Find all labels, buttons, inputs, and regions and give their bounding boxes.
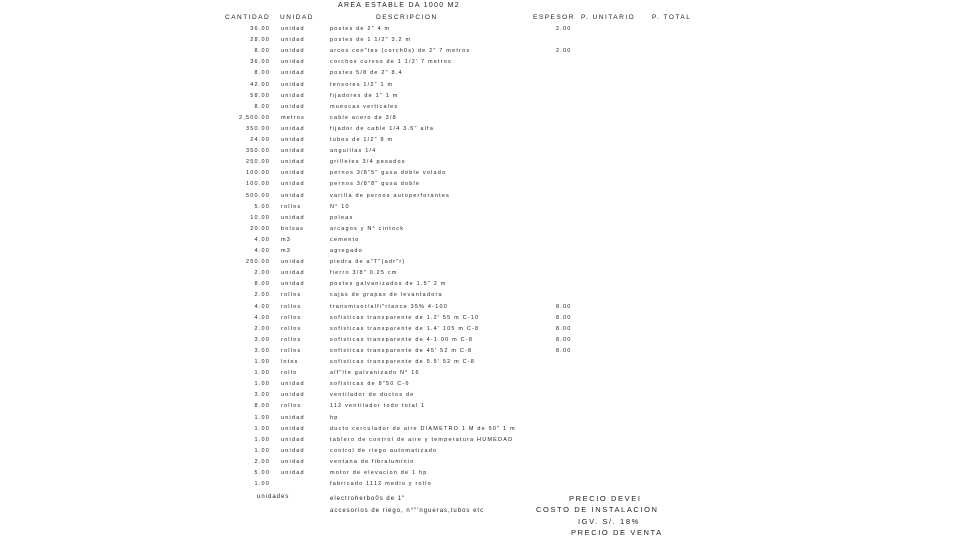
- espesor-cell: 8.00: [556, 303, 572, 310]
- unit-cell: unidad: [281, 81, 305, 88]
- header-espesor: ESPESOR: [533, 14, 575, 21]
- unit-cell: unidad: [281, 26, 305, 32]
- unit-cell: rollos: [281, 203, 302, 210]
- unit-cell: unidad: [281, 159, 305, 166]
- table-row: [0, 426, 960, 437]
- qty-cell: 3.00: [254, 336, 270, 343]
- description-cell: anguillas 1/4: [330, 148, 377, 155]
- qty-cell: 20.00: [250, 225, 270, 232]
- unit-cell: unidad: [281, 181, 305, 188]
- table-row: [0, 448, 960, 459]
- qty-cell: 36.00: [250, 59, 270, 66]
- qty-cell: 2.00: [254, 292, 270, 299]
- espesor-cell: 8.00: [556, 325, 572, 332]
- description-cell: 112 ventilador todo total 1: [330, 403, 426, 410]
- description-cell: fijadores de 1" 1 m: [330, 92, 399, 99]
- espesor-cell: 8.00: [556, 336, 572, 343]
- description-cell: control de riego automatizado: [330, 447, 438, 454]
- qty-cell: 8.00: [254, 103, 270, 110]
- table-row: [0, 37, 960, 48]
- qty-cell: 1.00: [254, 425, 270, 432]
- igv-label: IGV. S/. 18%: [578, 517, 640, 526]
- qty-cell: 8.00: [254, 70, 270, 77]
- table-row: [0, 292, 960, 303]
- qty-cell: 100.00: [245, 181, 270, 188]
- qty-cell: 3.00: [254, 392, 270, 399]
- unit-cell: rollos: [281, 403, 302, 410]
- table-row: [0, 137, 960, 148]
- table-row: [0, 326, 960, 337]
- unit-cell: unidad: [281, 137, 305, 143]
- qty-cell: 100.00: [245, 170, 270, 177]
- qty-cell: 1.00: [254, 436, 270, 443]
- description-cell: corchos curvos de 1 1/2' 7 metros: [330, 59, 452, 66]
- qty-cell: 4.00: [254, 314, 270, 321]
- table-row: [0, 26, 960, 37]
- description-cell: agregado: [330, 248, 363, 254]
- table-row: [0, 237, 960, 248]
- qty-cell: 4.00: [254, 303, 270, 310]
- qty-cell: 4.00: [254, 248, 270, 254]
- espesor-cell: 8.00: [556, 314, 572, 321]
- description-cell: muescas verticales: [330, 103, 399, 110]
- description-cell: alf"lte galvanizado N° 16: [330, 370, 420, 377]
- costo-instalacion-label: COSTO DE INSTALACION: [536, 505, 659, 514]
- description-cell: ventana de fibraluminio: [330, 458, 415, 465]
- qty-cell: 2.00: [254, 458, 270, 465]
- description-cell: tubos de 1/2" 8 m: [330, 137, 394, 143]
- description-cell: piedra de a"T"(adr"r): [330, 259, 406, 266]
- unit-cell: unidad: [281, 447, 305, 454]
- table-row: [0, 481, 960, 492]
- table-row: [0, 226, 960, 237]
- qty-cell: 1.00: [254, 359, 270, 365]
- description-cell: postes 5/8 de 2" 8.4: [330, 70, 403, 77]
- unit-cell: unidad: [281, 270, 305, 277]
- table-row: [0, 148, 960, 159]
- table-row: [0, 403, 960, 414]
- qty-cell: 5.00: [254, 470, 270, 476]
- table-row: [0, 337, 960, 348]
- unit-cell: bolsas: [281, 225, 305, 232]
- table-row: [0, 93, 960, 104]
- page-title: AREA ESTABLE DA 1000 M2: [338, 2, 460, 9]
- description-cell: arcagos y N° cintock: [330, 225, 405, 232]
- table-row: [0, 304, 960, 315]
- espesor-cell: 2.00: [556, 48, 572, 55]
- unit-cell: unidad: [281, 92, 305, 99]
- unit-cell: unidad: [281, 458, 305, 465]
- description-cell: cajas de grapas de levantadora: [330, 292, 443, 299]
- description-cell: motor de elevacion de 1 hp: [330, 470, 428, 476]
- unit-cell: unidad: [281, 70, 305, 77]
- description-cell: sofisticas transparente de 5.5' 52 m C-8: [330, 359, 476, 365]
- qty-cell: 1.00: [254, 381, 270, 388]
- table-row: [0, 181, 960, 192]
- table-row: [0, 315, 960, 326]
- description-cell: sofisticas transparente de 4-1.00 m C-8: [330, 336, 474, 343]
- description-cell: postes de 2" 4 m: [330, 26, 391, 32]
- description-cell: fijador de cable 1/4 3.5" alfa: [330, 125, 434, 132]
- precio-venta-label: PRECIO DE VENTA: [571, 528, 663, 537]
- table-row: [0, 48, 960, 59]
- description-cell: transmisor/alfi"rtance 35% 4-100: [330, 303, 448, 310]
- trailing-unit: unidades: [257, 494, 290, 500]
- description-cell: ducto cerculador de aire DIAMETRO 1 M de 50" 1 m: [330, 425, 516, 432]
- espesor-cell: 8.00: [556, 347, 572, 354]
- unit-cell: m3: [281, 248, 292, 254]
- description-cell: hp: [330, 414, 339, 421]
- table-row: [0, 204, 960, 215]
- qty-cell: 350.00: [245, 125, 270, 132]
- unit-cell: rollos: [281, 336, 302, 343]
- qty-cell: 2.00: [254, 325, 270, 332]
- qty-cell: 1.00: [254, 370, 270, 377]
- qty-cell: 4.00: [254, 236, 270, 243]
- table-row: [0, 270, 960, 281]
- description-cell: pernos 3/8"5" gusa doble volado: [330, 170, 447, 177]
- unit-cell: unidad: [281, 59, 305, 66]
- unit-cell: rollo: [281, 370, 298, 377]
- table-row: [0, 392, 960, 403]
- description-cell: postes galvanizados de 1.5" 2 m: [330, 281, 447, 288]
- unit-cell: unidad: [281, 103, 305, 110]
- unit-cell: rollos: [281, 314, 302, 321]
- description-cell: cable acero de 3/8: [330, 114, 397, 121]
- description-cell: fabricado 1112 medio y rollo: [330, 481, 432, 488]
- qty-cell: 350.00: [245, 148, 270, 155]
- table-row: [0, 159, 960, 170]
- description-cell: fierro 3/8" 0.25 cm: [330, 270, 398, 277]
- trailing-line-1: electroherbo0s de 1": [330, 496, 406, 502]
- table-row: [0, 470, 960, 481]
- unit-cell: unidad: [281, 281, 305, 288]
- unit-cell: rollos: [281, 292, 302, 299]
- table-row: [0, 281, 960, 292]
- qty-cell: 58.00: [250, 92, 270, 99]
- unit-cell: unidad: [281, 37, 305, 44]
- unit-cell: unidad: [281, 170, 305, 177]
- description-cell: sofisticas transparente de 1.4' 105 m C-8: [330, 325, 480, 332]
- description-cell: tablero de control de aire y temperatura HUMEDAD: [330, 436, 514, 443]
- qty-cell: 3.00: [254, 347, 270, 354]
- table-row: [0, 259, 960, 270]
- table-row: [0, 104, 960, 115]
- qty-cell: 500.00: [245, 192, 270, 199]
- header-descripcion: DESCRIPCION: [376, 14, 438, 21]
- description-cell: poleas: [330, 214, 354, 221]
- unit-cell: unidad: [281, 125, 305, 132]
- header-p-unitario: P. UNITARIO: [581, 14, 636, 21]
- qty-cell: 250.00: [245, 259, 270, 266]
- qty-cell: 10.00: [250, 214, 270, 221]
- qty-cell: 5.00: [254, 203, 270, 210]
- description-cell: grilletes 3/4 pesados: [330, 159, 406, 166]
- qty-cell: 8.00: [254, 48, 270, 55]
- table-row: [0, 126, 960, 137]
- table-row: [0, 370, 960, 381]
- table-row: [0, 193, 960, 204]
- unit-cell: unidad: [281, 148, 305, 155]
- table-row: [0, 115, 960, 126]
- unit-cell: lotes: [281, 359, 299, 365]
- qty-cell: 36.00: [250, 26, 270, 32]
- table-row: [0, 359, 960, 370]
- qty-cell: 8.00: [254, 403, 270, 410]
- qty-cell: 1.00: [254, 414, 270, 421]
- header-unidad: UNIDAD: [280, 14, 314, 21]
- table-row: [0, 170, 960, 181]
- qty-cell: 1.00: [254, 447, 270, 454]
- description-cell: sofisticas transparente de 45' 52 m C-8: [330, 347, 473, 354]
- unit-cell: unidad: [281, 436, 305, 443]
- unit-cell: m3: [281, 236, 292, 243]
- table-row: [0, 459, 960, 470]
- qty-cell: 8.00: [254, 281, 270, 288]
- description-cell: postes de 1 1/2" 3.2 m: [330, 37, 412, 44]
- description-cell: ventilador de ductos de: [330, 392, 415, 399]
- header-p-total: P. TOTAL: [652, 14, 692, 21]
- qty-cell: 28.00: [250, 37, 270, 44]
- qty-cell: 1.00: [254, 481, 270, 488]
- table-row: [0, 348, 960, 359]
- table-row: [0, 59, 960, 70]
- description-cell: sofisticas de 8"50 C-6: [330, 381, 410, 388]
- unit-cell: unidad: [281, 470, 305, 476]
- description-cell: tensores 1/2" 1 m: [330, 81, 394, 88]
- table-row: [0, 248, 960, 259]
- description-cell: cemento: [330, 236, 360, 243]
- description-cell: pernos 3/8"8" gusa doble: [330, 181, 421, 188]
- qty-cell: 2.00: [254, 270, 270, 277]
- description-cell: N° 10: [330, 203, 350, 210]
- unit-cell: unidad: [281, 392, 305, 399]
- unit-cell: unidad: [281, 414, 305, 421]
- table-row: [0, 381, 960, 392]
- table-row: [0, 215, 960, 226]
- trailing-line-2: accesorios de riego, n°"'ngueras,tubos etc: [330, 508, 485, 514]
- header-cantidad: CANTIDAD: [225, 14, 271, 21]
- unit-cell: metros: [281, 114, 306, 121]
- qty-cell: 42.00: [250, 81, 270, 88]
- description-cell: sofisticas transparente de 1.2' 55 m C-10: [330, 314, 480, 321]
- unit-cell: rollos: [281, 325, 302, 332]
- table-row: [0, 82, 960, 93]
- table-row: [0, 70, 960, 81]
- table-row: [0, 415, 960, 426]
- unit-cell: rollos: [281, 303, 302, 310]
- description-cell: varilla de pernos autoperforantes: [330, 192, 451, 199]
- table-row: [0, 437, 960, 448]
- qty-cell: 250.00: [245, 159, 270, 166]
- qty-cell: 24.00: [250, 137, 270, 143]
- espesor-cell: 2.00: [556, 26, 572, 32]
- unit-cell: unidad: [281, 48, 305, 55]
- description-cell: arcos cen"tes (corch0s) de 2" 7 metros: [330, 48, 471, 55]
- unit-cell: unidad: [281, 192, 305, 199]
- precio-dever-label: PRECIO DEVEI: [569, 494, 642, 503]
- qty-cell: 2,500.00: [238, 114, 270, 121]
- unit-cell: unidad: [281, 214, 305, 221]
- unit-cell: unidad: [281, 259, 305, 266]
- unit-cell: rollos: [281, 347, 302, 354]
- unit-cell: unidad: [281, 425, 305, 432]
- unit-cell: unidad: [281, 381, 305, 388]
